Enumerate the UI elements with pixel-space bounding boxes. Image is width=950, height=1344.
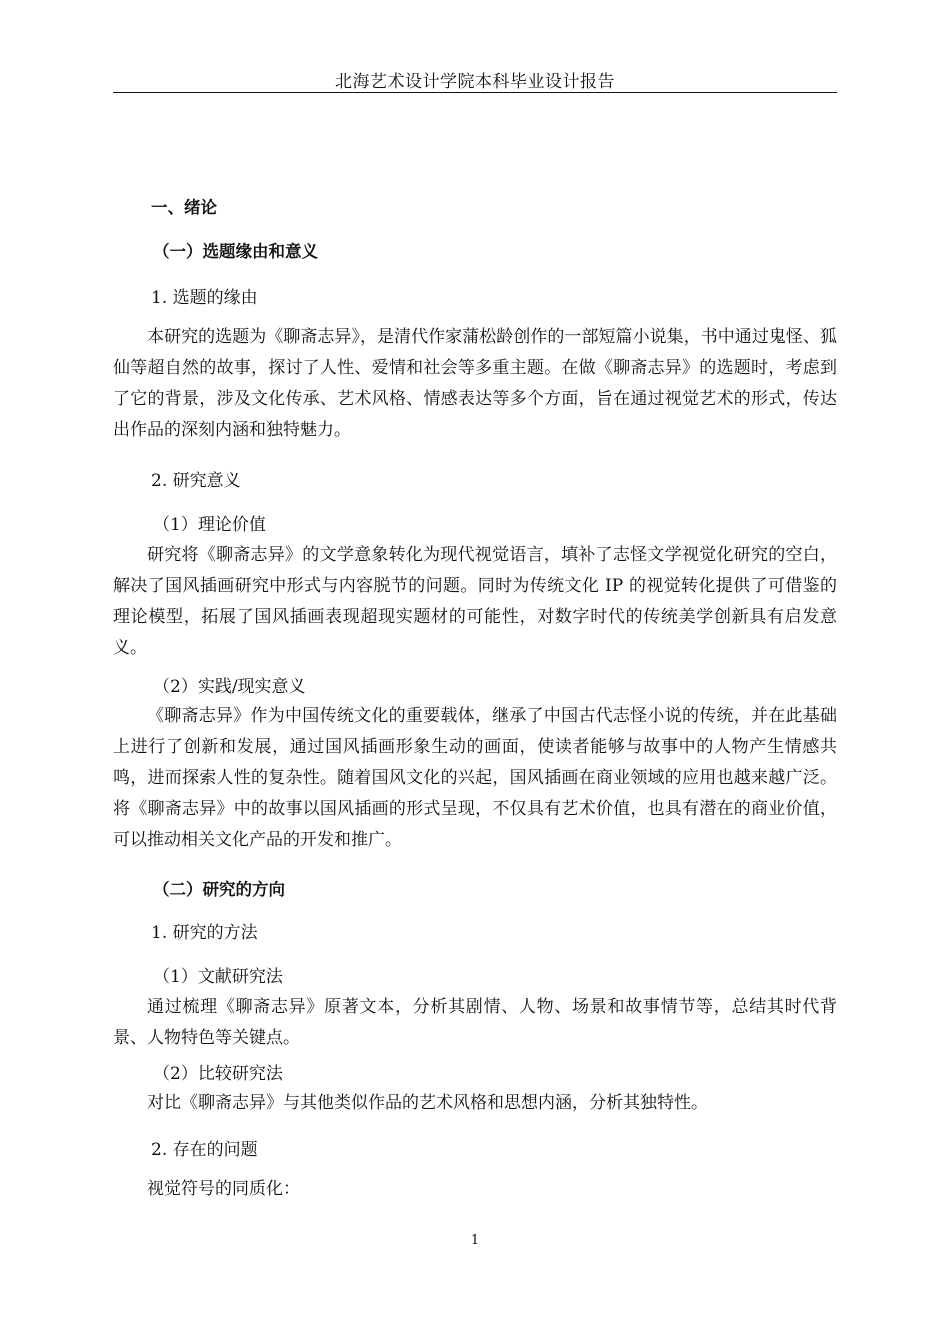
paragraph-practice-meaning: 《聊斋志异》作为中国传统文化的重要载体，继承了中国古代志怪小说的传统，并在此基础上进行了创新和发展，通过国风插画形象生动的画面，使读者能够与故事中的人物产生情感共鸣，进而探索人性的复杂性。随着国风文化的兴起，国风插画在商业领域的应用也越来越广泛。将《聊斋志异》中的故事以国风插画的形式呈现，不仅具有艺术价值，也具有潜在的商业价值，可以推动相关文化产品的开发和推广。 xyxy=(113,706,837,850)
item-theory-value: （1）理论价值 xyxy=(153,515,266,535)
item-comparison-method: （2）比较研究法 xyxy=(153,1064,283,1084)
paragraph-literature-method: 通过梳理《聊斋志异》原著文本，分析其剧情、人物、场景和故事情节等，总结其时代背景、人物特色等关键点。 xyxy=(113,997,837,1048)
heading-introduction: 一、绪论 xyxy=(151,198,217,217)
page-header: 北海艺术设计学院本科毕业设计报告 xyxy=(335,72,615,92)
subheading-topic-reason: 1. 选题的缘由 xyxy=(151,288,258,308)
paragraph-comparison-method: 对比《聊斋志异》与其他类似作品的艺术风格和思想内涵，分析其独特性。 xyxy=(147,1093,708,1113)
header-rule xyxy=(113,92,837,93)
paragraph-topic-reason: 本研究的选题为《聊斋志异》，是清代作家蒲松龄创作的一部短篇小说集，书中通过鬼怪、狐仙等超自然的故事，探讨了人性、爱情和社会等多重主题。在做《聊斋志异》的选题时，考虑到了它的背景，涉及文化传承、艺术风格、情感表达等多个方面，旨在通过视觉艺术的形式，传达出作品的深刻内涵和独特魅力。 xyxy=(113,327,837,440)
item-literature-method: （1）文献研究法 xyxy=(153,967,283,987)
subheading-existing-problems: 2. 存在的问题 xyxy=(151,1140,258,1160)
paragraph-theory-value: 研究将《聊斋志异》的文学意象转化为现代视觉语言，填补了志怪文学视觉化研究的空白，解决了国风插画研究中形式与内容脱节的问题。同时为传统文化 IP 的视觉转化提供了可借鉴的理论模型，拓展了国风插画表现超现实题材的可能性，对数字时代的传统美学创新具有启发意义。 xyxy=(113,545,837,658)
paragraph-existing-problems: 视觉符号的同质化： xyxy=(147,1179,300,1199)
subheading-research-meaning: 2. 研究意义 xyxy=(151,471,241,491)
item-practice-meaning: （2）实践/现实意义 xyxy=(153,677,306,697)
heading-topic-origin: （一）选题缘由和意义 xyxy=(153,242,318,261)
heading-research-direction: （二）研究的方向 xyxy=(153,880,285,899)
page-number: 1 xyxy=(470,1233,480,1248)
subheading-research-method: 1. 研究的方法 xyxy=(151,923,258,943)
